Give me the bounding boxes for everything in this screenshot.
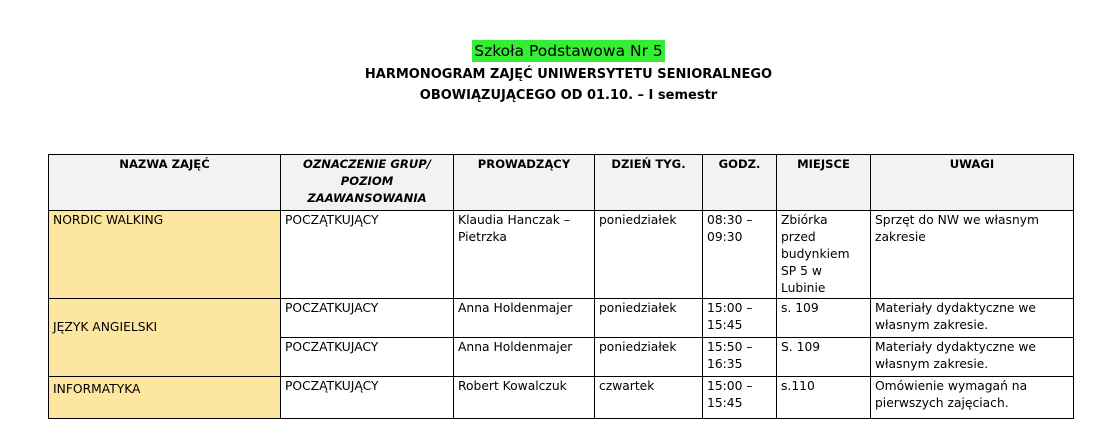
cell-place: s. 109 (777, 299, 871, 338)
cell-notes: Materiały dydaktyczne we własnym zakresie. (871, 338, 1074, 377)
schedule-table (48, 154, 1074, 419)
table-row (49, 211, 1074, 299)
cell-group: POCZĄTKUJĄCY (281, 377, 454, 419)
document-header (0, 40, 1118, 106)
course-nordic-walking: NORDIC WALKING (49, 211, 281, 299)
cell-group: POCZĄTKUJĄCY (281, 211, 454, 299)
cell-time: 15:50 – 16:35 (703, 338, 777, 377)
column-header-place: MIEJSCE (777, 155, 871, 211)
cell-group: POCZATKUJACY (281, 338, 454, 377)
cell-teacher: Anna Holdenmajer (454, 299, 595, 338)
course-informatics: INFORMATYKA (49, 377, 281, 419)
cell-day: poniedziałek (595, 211, 703, 299)
cell-day: poniedziałek (595, 338, 703, 377)
table-row (49, 299, 1074, 338)
table-header-row (49, 155, 1074, 211)
cell-day: poniedziałek (595, 299, 703, 338)
cell-teacher: Klaudia Hanczak – Pietrzka (454, 211, 595, 299)
column-header-day: DZIEŃ TYG. (595, 155, 703, 211)
school-name: Szkoła Podstawowa Nr 5 (474, 42, 663, 60)
column-header-time: GODZ. (703, 155, 777, 211)
cell-notes: Sprzęt do NW we własnym zakresie (871, 211, 1074, 299)
column-header-teacher: PROWADZĄCY (454, 155, 595, 211)
cell-time: 08:30 – 09:30 (703, 211, 777, 299)
cell-notes: Materiały dydaktyczne we własnym zakresie. (871, 299, 1074, 338)
cell-teacher: Robert Kowalczuk (454, 377, 595, 419)
column-header-course: NAZWA ZAJĘĆ (49, 155, 281, 211)
course-english: JĘZYK ANGIELSKI (49, 299, 281, 377)
schedule-title: HARMONOGRAM ZAJĘĆ UNIWERSYTETU SENIORALNEGO (364, 67, 773, 82)
table-row (49, 377, 1074, 419)
cell-day: czwartek (595, 377, 703, 419)
cell-notes: Omówienie wymagań na pierwszych zajęciach. (871, 377, 1074, 419)
cell-place: s.110 (777, 377, 871, 419)
cell-group: POCZATKUJACY (281, 299, 454, 338)
cell-time: 15:00 – 15:45 (703, 377, 777, 419)
schedule-validity: OBOWIĄZUJĄCEGO OD 01.10. – I semestr (419, 88, 718, 103)
column-header-group: OZNACZENIE GRUP/ POZIOM ZAAWANSOWANIA (281, 155, 454, 211)
column-header-notes: UWAGI (871, 155, 1074, 211)
cell-place: S. 109 (777, 338, 871, 377)
cell-teacher: Anna Holdenmajer (454, 338, 595, 377)
cell-place: Zbiórka przed budynkiem SP 5 w Lubinie (777, 211, 871, 299)
cell-time: 15:00 – 15:45 (703, 299, 777, 338)
